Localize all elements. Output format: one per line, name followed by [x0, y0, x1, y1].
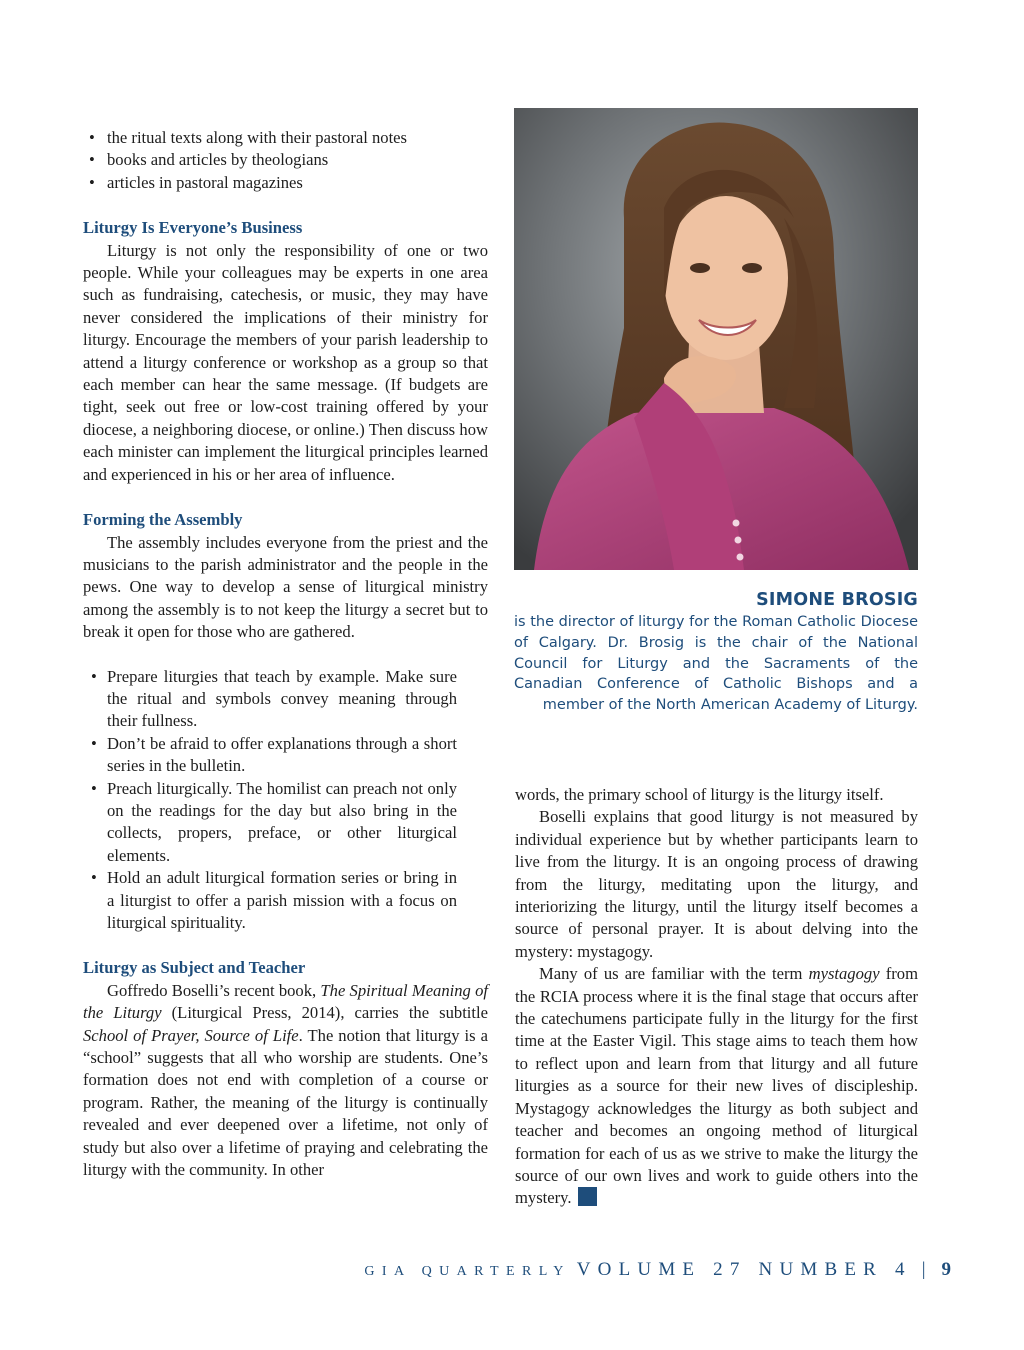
portrait-illustration	[514, 108, 918, 570]
body-paragraph	[515, 963, 918, 1209]
resource-list	[83, 127, 488, 194]
page-footer	[364, 1259, 951, 1285]
author-bio: is the director of liturgy for the Roman Catholic Diocese of Calgary. Dr. Brosig is the chair of the National Council for Liturgy and the Sacraments of the Canadian Conference of Catholic Bishops and a member of the North American Academy of Liturgy.	[514, 614, 918, 714]
author-photo	[514, 108, 918, 570]
page-number: 9	[941, 1259, 951, 1280]
book-subtitle: School of Prayer, Source of Life	[83, 1025, 299, 1045]
section-heading-everyones-business: Liturgy Is Everyone’s Business	[83, 218, 303, 238]
right-column	[515, 784, 918, 1210]
section-heading-subject-teacher: Liturgy as Subject and Teacher	[83, 958, 306, 978]
body-paragraph: The assembly includes everyone from the priest and the musicians to the parish administrator and the people in the pews. One way to develop a sense of liturgical ministry among the assembly is to not keep the liturgy a secret but to break it open for those who are gathered.	[83, 532, 488, 642]
body-paragraph	[83, 980, 488, 1182]
list-item: • the ritual texts along with their pastoral notes	[83, 127, 488, 149]
author-name: SIMONE BROSIG	[756, 590, 918, 610]
list-item: • books and articles by theologians	[83, 149, 488, 171]
section-heading-forming-assembly: Forming the Assembly	[83, 510, 243, 530]
list-item: • articles in pastoral magazines	[83, 172, 488, 194]
text-run: Goffredo Boselli’s recent book,	[107, 980, 321, 1000]
list-item: • Don’t be afraid to offer explanations through a short series in the bulletin.	[83, 733, 457, 778]
formation-list	[83, 666, 457, 935]
author-caption	[514, 588, 918, 716]
book-title: The Spiritual Meaning of the Liturgy	[83, 980, 488, 1023]
list-item: • Prepare liturgies that teach by example. Make sure the ritual and symbols convey meaning through their fullness.	[83, 666, 457, 733]
list-item: • Hold an adult liturgical formation series or bring in a liturgist to offer a parish mission with a focus on liturgical spirituality.	[83, 867, 457, 934]
text-run: Many of us are familiar with the term	[539, 964, 809, 984]
publication-name: GIA QUARTERLY	[364, 1264, 571, 1279]
text-run: (Liturgical Press, 2014), carries the subtitle	[161, 1003, 489, 1023]
text-run: . The notion that liturgy is a “school” suggests that all who worship are students. One’s formation does not end with completion of a course or program. Rather, the meaning of the liturgy is continually revealed and ever deepened over a lifetime, not only of study but also over a lifetime of praying and celebrating the liturgy with the community. In other	[83, 1025, 488, 1180]
body-paragraph: Liturgy is not only the responsibility of one or two people. While your colleagues may be experts in one area such as fundraising, catechesis, or music, they may have never considered the implications of their ministry for liturgy. Encourage the members of your parish leadership to attend a liturgy conference or workshop as a group so that each member can hear the same message. (If budgets are tight, seek out free or low-cost training offered by your diocese, a neighboring diocese, or online.) Then discuss how each minister can implement the liturgical principles learned and experienced in his or her area of influence.	[83, 240, 488, 484]
text-run: from the RCIA process where it is the final stage that occurs after the catechumens participate fully in the liturgy for the first time at the Easter Vigil. This stage aims to teach them how to reflect upon and learn from that liturgy and all future liturgies as a source for their new lives of discipleship. Mystagogy acknowledges the liturgy as both subject and teacher and becomes an ongoing method of liturgical formation for each of us as we strive to make the liturgy the source of our own lives and work to guide others into the mystery.	[515, 964, 919, 1208]
body-paragraph: words, the primary school of liturgy is the liturgy itself.	[515, 785, 884, 804]
list-item: • Preach liturgically. The homilist can preach not only on the readings for the day but also bring in the collects, propers, preface, or other liturgical elements.	[83, 778, 457, 868]
footer-separator: |	[921, 1259, 926, 1280]
body-paragraph: Boselli explains that good liturgy is not measured by individual experience but by whether participants learn to live from the liturgy. It is an ongoing process of drawing from the liturgy, meditating upon the liturgy, and interiorizing the liturgy, until the liturgy itself becomes a source of personal prayer. It is about delving into the mystery: mystagogy.	[515, 807, 918, 961]
term-mystagogy: mystagogy	[808, 964, 880, 984]
end-of-article-mark	[578, 1187, 597, 1206]
left-column	[83, 127, 488, 1181]
issue-volume: VOLUME 27 NUMBER 4	[576, 1259, 912, 1280]
